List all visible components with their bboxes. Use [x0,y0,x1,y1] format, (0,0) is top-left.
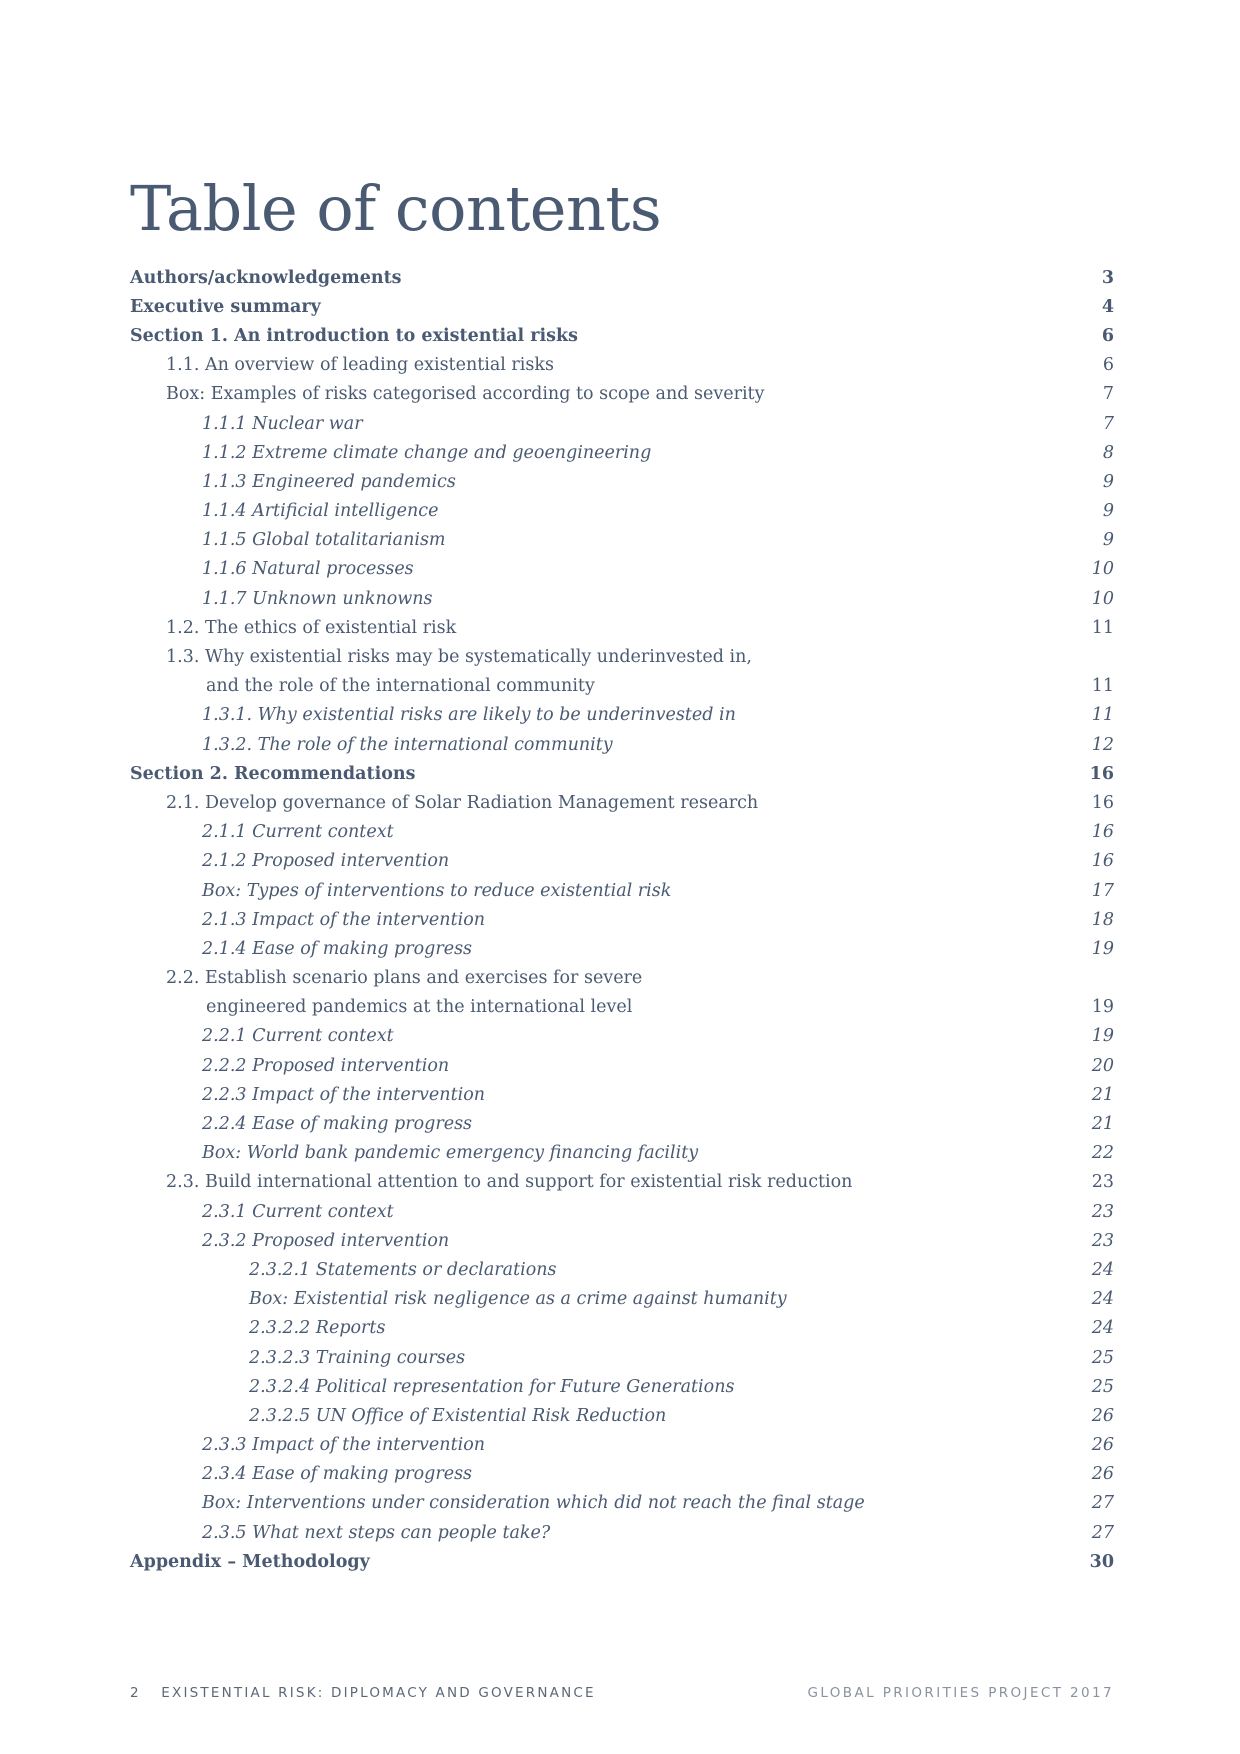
toc-entry-page: 30 [1089,1551,1114,1572]
toc-entry-page: 16 [1091,822,1114,843]
toc-entry[interactable] [130,1401,1114,1430]
toc-entry[interactable] [130,321,1114,350]
toc-entry-page: 3 [1101,267,1114,288]
toc-entry-label: 2.3.2 Proposed intervention [202,1230,450,1251]
toc-entry-label: Box: Interventions under consideration which did not reach the final stage [202,1493,865,1514]
toc-entry[interactable] [130,818,1114,847]
toc-entry[interactable] [130,1372,1114,1401]
toc-entry-label: Box: Existential risk negligence as a crime against humanity [249,1289,787,1310]
toc-entry-label: 2.2.3 Impact of the intervention [202,1084,485,1105]
toc-entry-page: 26 [1091,1405,1114,1426]
toc-entry[interactable] [130,876,1114,905]
toc-entry[interactable] [130,1197,1114,1226]
toc-entry-label: 1.1.1 Nuclear war [202,413,363,434]
toc-entry[interactable] [130,788,1114,817]
toc-entry-label: 2.3.2.3 Training courses [249,1347,466,1368]
toc-entry-label: 1.2. The ethics of existential risk [166,617,457,638]
toc-entry-page: 10 [1091,588,1114,609]
toc-entry-label: Authors/acknowledgements [130,267,402,288]
toc-entry[interactable] [130,1255,1114,1284]
toc-entry-label: 1.1. An overview of leading existential risks [166,355,554,376]
toc-entry-label: Box: Examples of risks categorised according to scope and severity [166,384,765,405]
toc-entry-label: engineered pandemics at the international level [206,997,633,1018]
toc-entry-page: 25 [1091,1376,1114,1397]
footer-document-title: EXISTENTIAL RISK: DIPLOMACY AND GOVERNANCE [161,1685,596,1701]
toc-entry[interactable] [130,351,1114,380]
toc-entry-page: 6 [1101,325,1114,346]
toc-entry-page: 23 [1091,1230,1114,1251]
toc-entry[interactable] [130,467,1114,496]
toc-entry[interactable] [130,993,1114,1022]
toc-entry-label: 2.3.3 Impact of the intervention [202,1435,485,1456]
toc-entry-page: 22 [1091,1143,1114,1164]
toc-entry[interactable] [130,1518,1114,1547]
toc-entry-label: 2.1.2 Proposed intervention [202,851,450,872]
toc-entry-page: 12 [1091,734,1114,755]
toc-entry-label: 1.3. Why existential risks may be systematically underinvested in, [166,647,752,668]
toc-entry-page: 19 [1091,1026,1114,1047]
toc-entry-label: 2.3.1 Current context [202,1201,394,1222]
toc-entry-page: 9 [1102,530,1114,551]
toc-entry[interactable] [130,1139,1114,1168]
toc-entry-page: 9 [1102,501,1114,522]
toc-entry[interactable] [130,613,1114,642]
toc-entry-page: 9 [1102,471,1114,492]
toc-entry-page: 26 [1091,1464,1114,1485]
toc-entry[interactable] [130,1109,1114,1138]
toc-entry[interactable] [130,759,1114,788]
toc-entry[interactable] [130,905,1114,934]
toc-entry-page: 18 [1091,909,1114,930]
toc-entry-page: 27 [1091,1522,1114,1543]
toc-entry[interactable] [130,847,1114,876]
toc-entry-page: 16 [1089,763,1114,784]
toc-entry[interactable] [130,672,1114,701]
toc-entry-label: 2.3.2.2 Reports [249,1318,386,1339]
toc-entry-label: 2.2.4 Ease of making progress [202,1114,473,1135]
footer-left [130,1685,596,1701]
toc-entry-page: 24 [1091,1289,1114,1310]
toc-entry-page: 8 [1102,442,1114,463]
toc-entry[interactable] [130,1080,1114,1109]
toc-entry[interactable] [130,1285,1114,1314]
toc-entry-page: 19 [1091,997,1114,1018]
toc-entry[interactable] [130,1343,1114,1372]
toc-entry-page: 10 [1091,559,1114,580]
toc-entry-page: 7 [1102,413,1114,434]
toc-entry-page: 16 [1091,792,1114,813]
toc-entry-page: 17 [1091,880,1114,901]
toc-entry[interactable] [130,964,1114,993]
toc-entry-label: Section 1. An introduction to existential risks [130,325,578,346]
toc-entry[interactable] [130,1051,1114,1080]
toc-entry-label: 2.2. Establish scenario plans and exercises for severe [166,968,643,989]
toc-entry-label: Executive summary [130,296,321,317]
toc-entry-label: 1.1.4 Artificial intelligence [202,501,439,522]
toc-entry-page: 23 [1091,1201,1114,1222]
toc-entry[interactable] [130,1489,1114,1518]
toc-entry-page: 24 [1091,1318,1114,1339]
toc-entry-page: 26 [1091,1435,1114,1456]
toc-entry-label: 2.3. Build international attention to and support for existential risk reduction [166,1172,853,1193]
toc-entry-page: 21 [1091,1114,1114,1135]
toc-entry-label: 1.1.5 Global totalitarianism [202,530,446,551]
toc-entry-label: and the role of the international community [206,676,595,697]
toc-entry[interactable] [130,292,1114,321]
toc-entry[interactable] [130,263,1114,292]
toc-entry[interactable] [130,1022,1114,1051]
toc-entry-label: Box: World bank pandemic emergency financing facility [202,1143,699,1164]
toc-entry[interactable] [130,526,1114,555]
toc-entry[interactable] [130,642,1114,671]
toc-entry-label: 2.3.5 What next steps can people take? [202,1522,551,1543]
toc-entry-page: 27 [1091,1493,1114,1514]
toc-entry-page: 4 [1101,296,1114,317]
toc-entry-label: 2.1.4 Ease of making progress [202,938,473,959]
toc-entry[interactable] [130,380,1114,409]
toc-entry[interactable] [130,1314,1114,1343]
toc-entry-label: 1.1.2 Extreme climate change and geoengineering [202,442,652,463]
page-title: Table of contents [130,172,662,245]
toc-entry-page: 11 [1091,617,1114,638]
footer-page-number: 2 [130,1685,141,1701]
toc-entry[interactable] [130,438,1114,467]
toc-entry-page: 23 [1091,1172,1114,1193]
toc-entry[interactable] [130,497,1114,526]
toc-entry-page: 24 [1091,1259,1114,1280]
toc-entry-label: 2.2.2 Proposed intervention [202,1055,450,1076]
toc-entry-page: 19 [1091,938,1114,959]
toc-entry-label: 2.3.4 Ease of making progress [202,1464,473,1485]
toc-entry-label: 1.3.1. Why existential risks are likely to be underinvested in [202,705,736,726]
toc-entry-page: 7 [1102,384,1114,405]
toc-entry-label: 2.3.2.1 Statements or declarations [249,1259,557,1280]
toc-entry[interactable] [130,584,1114,613]
toc-entry[interactable] [130,701,1114,730]
toc-entry[interactable] [130,1431,1114,1460]
toc-entry[interactable] [130,1460,1114,1489]
toc-entry[interactable] [130,1168,1114,1197]
toc-entry-page: 20 [1091,1055,1114,1076]
toc-entry[interactable] [130,1547,1114,1576]
toc-entry-label: Box: Types of interventions to reduce existential risk [202,880,672,901]
toc-entry-page: 11 [1091,676,1114,697]
toc-entry-label: 2.1.3 Impact of the intervention [202,909,485,930]
toc-entry-page: 11 [1091,705,1114,726]
toc-entry[interactable] [130,555,1114,584]
toc-entry-page: 21 [1091,1084,1114,1105]
toc-entry-label: 2.2.1 Current context [202,1026,394,1047]
toc-entry-label: 1.1.7 Unknown unknowns [202,588,433,609]
toc-entry-label: 2.3.2.4 Political representation for Future Generations [249,1376,735,1397]
toc-entry-page: 6 [1102,355,1114,376]
table-of-contents [130,263,1114,1576]
toc-entry-label: Section 2. Recommendations [130,763,416,784]
footer-publisher: GLOBAL PRIORITIES PROJECT 2017 [807,1685,1114,1701]
toc-entry-label: 2.1.1 Current context [202,822,394,843]
toc-entry-label: Appendix – Methodology [130,1551,370,1572]
toc-entry[interactable] [130,934,1114,963]
toc-entry[interactable] [130,1226,1114,1255]
toc-entry-label: 1.1.3 Engineered pandemics [202,471,456,492]
toc-entry[interactable] [130,730,1114,759]
toc-entry-label: 2.1. Develop governance of Solar Radiation Management research [166,792,759,813]
toc-entry-page: 25 [1091,1347,1114,1368]
toc-entry-label: 2.3.2.5 UN Office of Existential Risk Reduction [249,1405,667,1426]
toc-entry-label: 1.1.6 Natural processes [202,559,414,580]
toc-entry-page: 16 [1091,851,1114,872]
toc-entry-label: 1.3.2. The role of the international community [202,734,613,755]
toc-entry[interactable] [130,409,1114,438]
